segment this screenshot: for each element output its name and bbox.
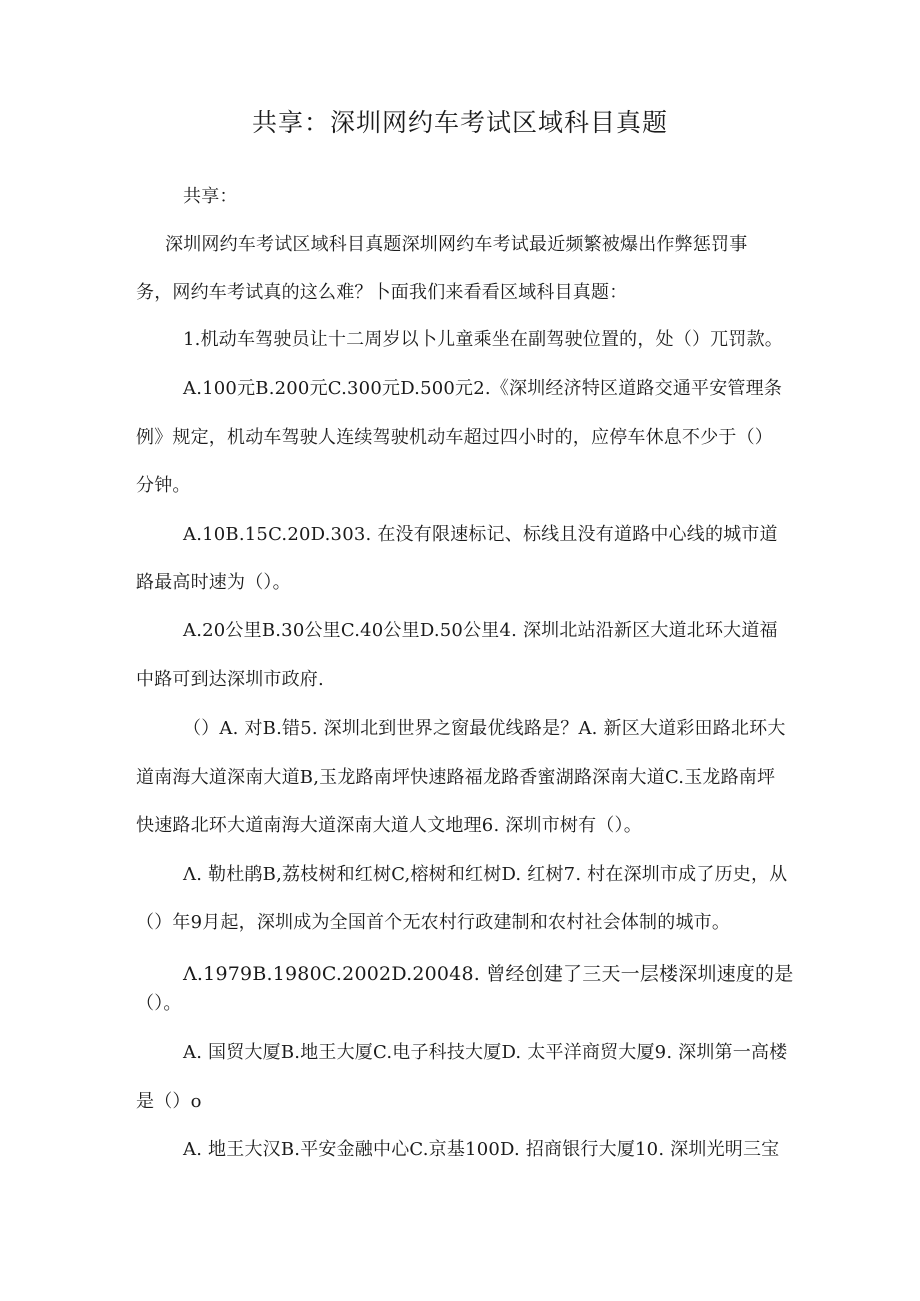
question-line: A.10B.15C.20D.303. 在没有限速标记、标线且没有道路中心线的城市道 <box>183 524 778 545</box>
question-line: 分钟。 <box>136 475 191 496</box>
paragraph-line: 共享： <box>183 186 238 207</box>
question-line: Λ. 勒杜鹃B,荔枝树和红树C,榕树和红树D. 红树7. 村在深圳市成了历史，从 <box>183 864 788 885</box>
question-line: 是（）o <box>136 1091 202 1112</box>
question-line: Λ.1979B.1980C.2002D.20048. 曾经创建了三天一层楼深圳速度的是 <box>183 963 794 985</box>
question-line: 中路可到达深圳市政府. <box>136 669 324 690</box>
question-line: 路最高时速为（）。 <box>136 572 291 593</box>
question-line: （）A. 对B.错5. 深圳北到世界之窗最优线路是？A. 新区大道彩田路北环大 <box>183 718 786 739</box>
question-line: A. 地王大汉B.平安金融中心C.京基100D. 招商银行大厦10. 深圳光明三宝 <box>183 1139 780 1160</box>
question-line: A.100元B.200元C.300元D.500元2.《深圳经济特区道路交通平安管理条 <box>183 378 783 399</box>
question-line: 道南海大道深南大道B,玉龙路南坪快速路福龙路香蜜湖路深南大道C.玉龙路南坪 <box>136 767 776 788</box>
document-title: 共享：深圳网约车考试区域科目真题 <box>251 108 668 137</box>
paragraph-line: 深圳网约车考试区域科目真题深圳网约车考试最近频繁被爆出作弊惩罚事 <box>165 234 748 255</box>
question-line: （）年9月起，深圳成为全国首个无农村行政建制和农村社会体制的城市。 <box>136 912 731 933</box>
question-line: 1.机动车驾驶员让十二周岁以卜儿童乘坐在副驾驶位置的，处（）兀罚款。 <box>183 329 783 350</box>
question-line: A.20公里B.30公里C.40公里D.50公里4. 深圳北站沿新区大道北环大道福 <box>183 620 778 641</box>
question-line: 快速路北环大道南海大道深南大道人文地理6. 深圳市树有（）。 <box>136 815 642 836</box>
question-line: 例》规定，机动车驾驶人连续驾驶机动车超过四小时的，应停车休息不少于（） <box>136 427 773 448</box>
question-line: A. 国贸大厦B.地王大厦C.电子科技大厦D. 太平洋商贸大厦9. 深圳第一高楼 <box>183 1042 788 1063</box>
question-line: （）。 <box>136 993 182 1014</box>
paragraph-line: 务，网约车考试真的这么难？卜面我们来看看区域科目真题： <box>136 282 628 303</box>
